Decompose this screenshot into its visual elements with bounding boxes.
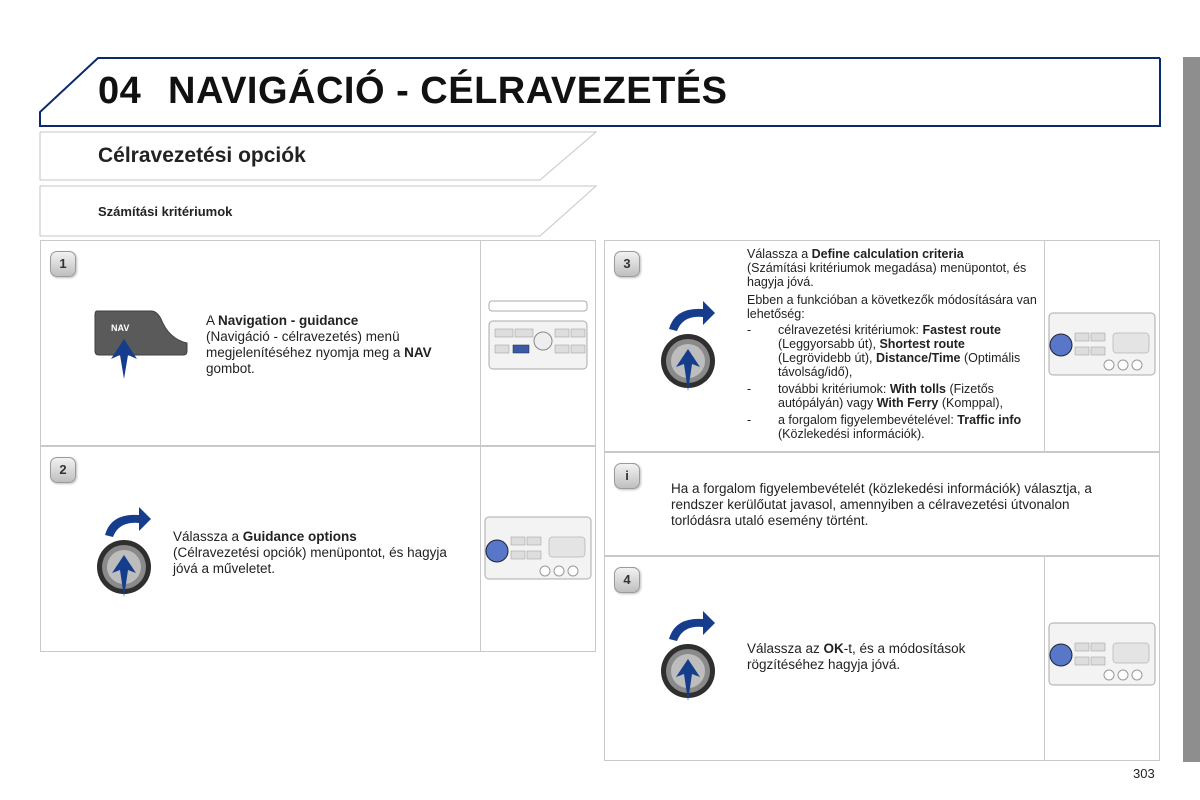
step-badge: 3 [614, 251, 640, 277]
press-arrow-icon [109, 337, 139, 381]
list-item: - célravezetési kritériumok: Fastest route (Leggyorsabb út), Shortest route (Legrövidebb út), Distance/Time (Optimális távolság/idő), [747, 323, 1037, 379]
radio-panel-illustration [483, 515, 593, 583]
step-badge: 1 [50, 251, 76, 277]
radio-thumbnail-frame [1044, 557, 1159, 760]
list-item: - a forgalom figyelembevételével: Traffic info (Közlekedési információk). [747, 413, 1037, 441]
chapter-title: NAVIGÁCIÓ - CÉLRAVEZETÉS [168, 70, 728, 112]
rotary-knob-icon [91, 505, 161, 601]
rotary-knob-icon [655, 609, 725, 705]
step-2-text: Válassza a Guidance options (Célravezetési opciók) menüpontot, és hagyja jóvá a műveletet. [173, 529, 447, 576]
step-3-intro: Ebben a funkcióban a következők módosítására van lehetőség: [747, 293, 1037, 321]
rotary-knob-icon [655, 299, 725, 395]
step-badge: 4 [614, 567, 640, 593]
section-title: Célravezetési opciók [98, 144, 306, 167]
nav-button-label: NAV [111, 323, 130, 333]
radio-panel-illustration [1047, 621, 1157, 689]
step-1-panel [40, 240, 596, 446]
step-badge: 2 [50, 457, 76, 483]
chapter-number: 04 [98, 70, 142, 112]
criteria-list [747, 323, 1037, 441]
step-1-text: A Navigation - guidance (Navigáció - célravezetés) menü megjelenítéséhez nyomja meg a NAV gombot. [206, 313, 432, 376]
info-text: Ha a forgalom figyelembevételét (közlekedési információk) választja, a rendszer kerülőutat javasol, amennyiben a célravezetési útvonalon torlódásra utaló esemény történt. [671, 481, 1092, 528]
info-panel [604, 452, 1160, 556]
chapter-tab-bar [1183, 57, 1200, 762]
step-2-panel [40, 446, 596, 652]
radio-panel-illustration [487, 299, 589, 379]
radio-panel-illustration [1047, 311, 1157, 379]
radio-thumbnail-frame [1044, 241, 1159, 451]
step-4-text: Válassza az OK-t, és a módosítások rögzítéséhez hagyja jóvá. [747, 641, 966, 672]
step-3-panel [604, 240, 1160, 452]
radio-thumbnail-frame [480, 241, 595, 445]
page-number: 303 [1133, 766, 1155, 781]
list-item: - további kritériumok: With tolls (Fizetős autópályán) vagy With Ferry (Komppal), [747, 382, 1037, 410]
radio-thumbnail-frame [480, 447, 595, 651]
step-4-panel [604, 556, 1160, 761]
step-3-text: Válassza a Define calculation criteria (Számítási kritériumok megadása) menüpontot, és hagyja jóvá. Ebben a funkcióban a következők módosítására van lehetőség: - célravezetési kritériumok: Fastest route (Leggyorsabb út), Shortest route (Legrövidebb út), Distance/Time (Optimális távolság/idő), - további kritériumok: With tolls (Fizetős autópályán) vagy With Ferry (Komppal), - a forgalom figyelembevételével: Traffic info (Közlekedési információk). [747, 247, 1037, 444]
subsection-title: Számítási kritériumok [98, 204, 233, 219]
nav-button-illustration [91, 307, 201, 382]
info-icon: i [614, 463, 640, 489]
